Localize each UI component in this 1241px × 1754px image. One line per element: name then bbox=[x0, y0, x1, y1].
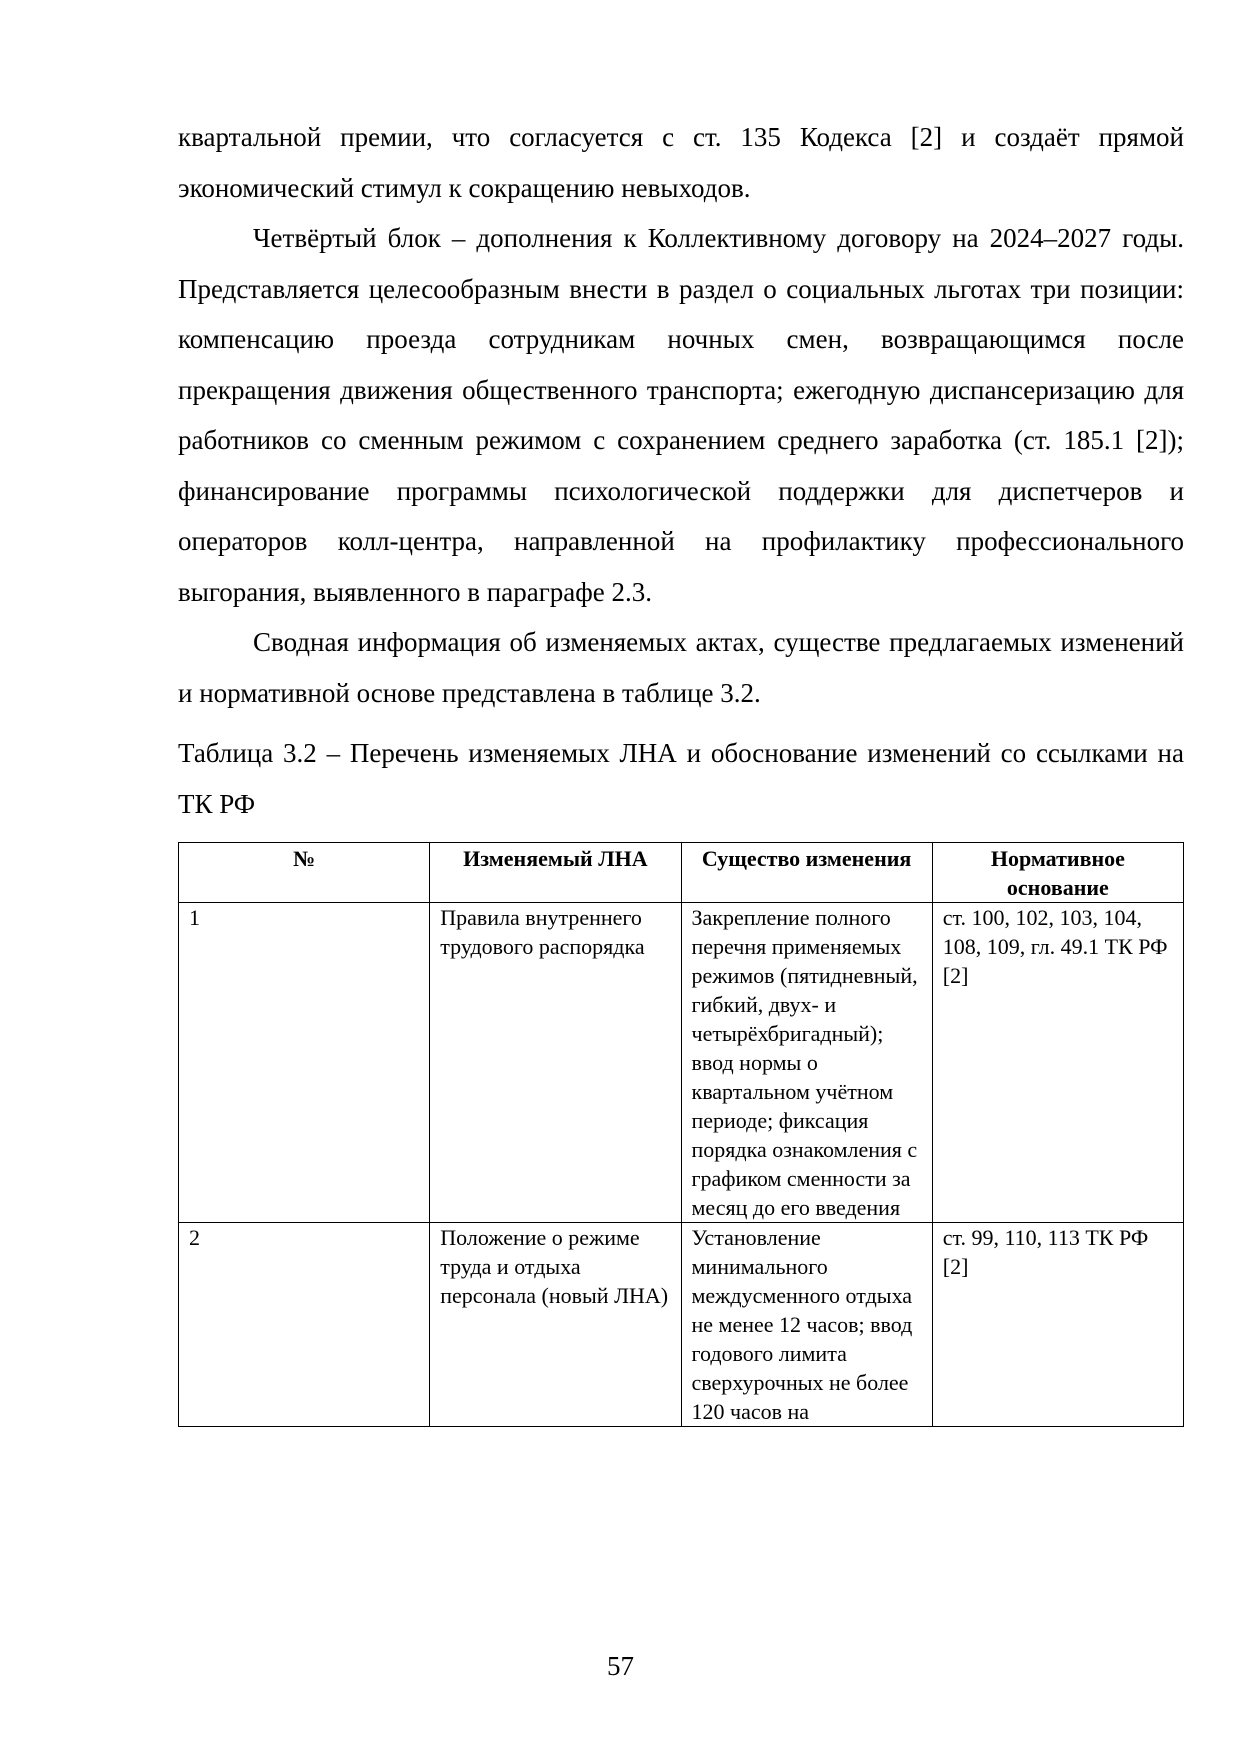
cell-number: 1 bbox=[179, 903, 430, 1223]
header-act: Изменяемый ЛНА bbox=[430, 843, 681, 903]
cell-basis: ст. 99, 110, 113 ТК РФ [2] bbox=[932, 1223, 1183, 1427]
page-content bbox=[178, 112, 1184, 1427]
table-caption: Таблица 3.2 – Перечень изменяемых ЛНА и обоснование изменений со ссылками на ТК РФ bbox=[178, 738, 1184, 819]
cell-change: Закрепление полного перечня применяемых режимов (пятидневный, гибкий, двух- и четырёхбригадный); ввод нормы о квартальном учётном периоде; фиксация порядка ознакомления с графиком сменности за месяц до его введения bbox=[681, 903, 932, 1223]
page-number: 57 bbox=[607, 1651, 634, 1681]
lna-table bbox=[178, 842, 1184, 1427]
header-change: Существо изменения bbox=[681, 843, 932, 903]
cell-basis: ст. 100, 102, 103, 104, 108, 109, гл. 49.1 ТК РФ [2] bbox=[932, 903, 1183, 1223]
header-basis: Нормативное основание bbox=[932, 843, 1183, 903]
header-number: № bbox=[179, 843, 430, 903]
paragraph-fourth-block: Четвёртый блок – дополнения к Коллективному договору на 2024–2027 годы. Представляется целесообразным внести в раздел о социальных льготах три позиции: компенсацию проезда сотрудникам ночных смен, возвращающимся после прекращения движения общественного транспорта; ежегодную диспансеризацию для работников со сменным режимом с сохранением среднего заработка (ст. 185.1 [2]); финансирование программы психологической поддержки для диспетчеров и операторов колл-центра, направленной на профилактику профессионального выгорания, выявленного в параграфе 2.3. bbox=[178, 223, 1184, 607]
table-header-row bbox=[179, 843, 1184, 903]
table-row bbox=[179, 1223, 1184, 1427]
cell-act: Правила внутреннего трудового распорядка bbox=[430, 903, 681, 1223]
cell-change: Установление минимального междусменного отдыха не менее 12 часов; ввод годового лимита сверхурочных не более 120 часов на bbox=[681, 1223, 932, 1427]
paragraph-summary: Сводная информация об изменяемых актах, существе предлагаемых изменений и нормативной основе представлена в таблице 3.2. bbox=[178, 627, 1184, 708]
paragraph-continuation: квартальной премии, что согласуется с ст. 135 Кодекса [2] и создаёт прямой экономический стимул к сокращению невыходов. bbox=[178, 122, 1184, 203]
cell-act: Положение о режиме труда и отдыха персонала (новый ЛНА) bbox=[430, 1223, 681, 1427]
cell-number: 2 bbox=[179, 1223, 430, 1427]
table-row bbox=[179, 903, 1184, 1223]
